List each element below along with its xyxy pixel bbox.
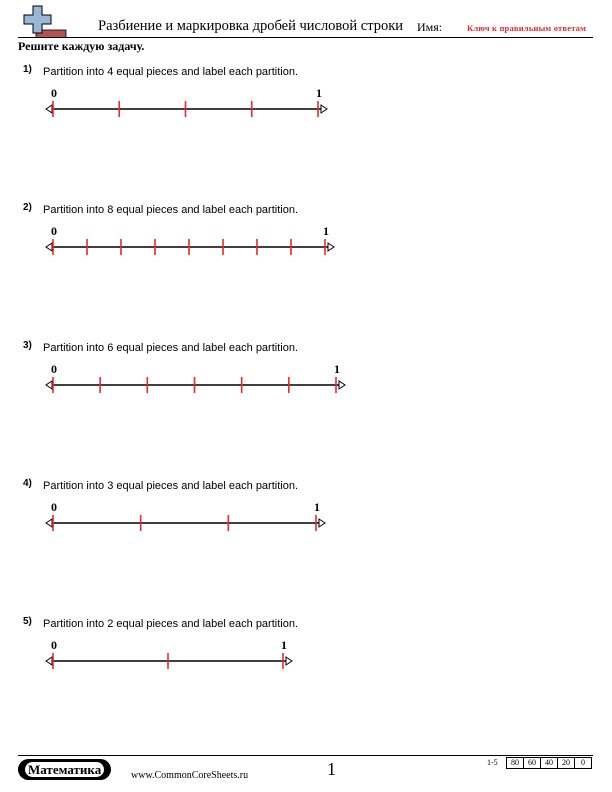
name-label: Имя: [417,20,443,34]
number-line [0,616,612,696]
left-arrow-icon [46,381,52,389]
problem-text: Partition into 8 equal pieces and label each partition. [43,204,299,216]
end-label: 1 [314,500,320,514]
start-label: 0 [51,500,57,514]
right-arrow-icon [321,105,327,113]
plus-logo-icon [22,4,68,38]
problem-text: Partition into 6 equal pieces and label each partition. [43,342,299,354]
brand-badge [18,759,111,780]
right-arrow-icon [319,519,325,527]
number-line [0,64,612,144]
end-label: 1 [334,362,340,376]
right-arrow-icon [339,381,345,389]
left-arrow-icon [46,519,52,527]
header-divider [18,37,593,38]
worksheet-title: Разбиение и маркировка дробей числовой строки [98,18,404,34]
problem-number: 3) [23,340,32,351]
start-label: 0 [51,86,57,100]
start-label: 0 [51,362,57,376]
answer-key-label: Ключ к правильным ответам [467,23,587,33]
site-url: www.CommonCoreSheets.ru [131,770,249,781]
score-cell: 80 [506,757,524,769]
problem-1 [0,64,612,164]
score-range: 1-5 [487,758,498,767]
left-arrow-icon [46,243,52,251]
problem-text: Partition into 4 equal pieces and label each partition. [43,66,299,78]
score-table [507,757,592,769]
problem-5 [0,616,612,716]
footer-divider [18,755,593,756]
right-arrow-icon [286,657,292,665]
problem-2 [0,202,612,302]
left-arrow-icon [46,105,52,113]
start-label: 0 [51,638,57,652]
number-line [0,340,612,420]
end-label: 1 [281,638,287,652]
left-arrow-icon [46,657,52,665]
score-cell: 40 [540,757,558,769]
problem-4 [0,478,612,578]
instructions: Решите каждую задачу. [18,39,145,53]
problem-number: 4) [23,478,32,489]
problem-number: 5) [23,616,32,627]
problem-number: 1) [23,64,32,75]
page-number: 1 [327,759,336,779]
end-label: 1 [323,224,329,238]
score-cell: 60 [523,757,541,769]
right-arrow-icon [328,243,334,251]
start-label: 0 [51,224,57,238]
brand-label: Математика [25,762,104,777]
end-label: 1 [316,86,322,100]
score-cell: 20 [557,757,575,769]
number-line [0,202,612,282]
problem-text: Partition into 3 equal pieces and label each partition. [43,480,299,492]
problem-3 [0,340,612,440]
score-cell: 0 [574,757,592,769]
number-line [0,478,612,558]
problem-text: Partition into 2 equal pieces and label each partition. [43,618,299,630]
problem-number: 2) [23,202,32,213]
